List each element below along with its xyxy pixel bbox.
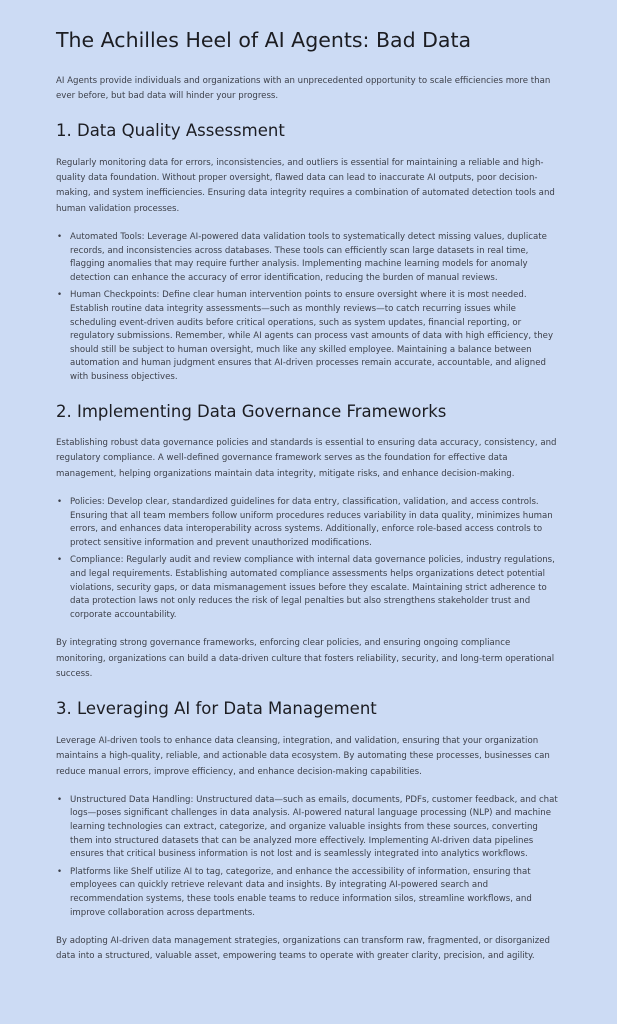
- list-item: • Human Checkpoints: Define clear human intervention points to ensure oversight where it is most needed. Establish routine data integrity assessments—such as monthly reviews—to catch recurring issues while scheduling event-driven audits before critical operations, such as system updates, financial reporting, or regulatory submissions. Remember, while AI agents can process vast amounts of data with high efficiency, they should still be subject to human oversight, much like any skilled employee. Maintaining a balance between automation and human judgment ensures that AI-driven processes remain accurate, accountable, and aligned with business objectives.: [57, 290, 554, 382]
- bullet-list: [56, 231, 561, 385]
- section-heading: 3. Leveraging AI for Data Management: [56, 699, 377, 719]
- section-heading: 1. Data Quality Assessment: [56, 121, 285, 141]
- section-heading: 2. Implementing Data Governance Frameworks: [56, 401, 447, 421]
- bullet-icon: •: [57, 555, 63, 566]
- list-item: • Unstructured Data Handling: Unstructured data—such as emails, documents, PDFs, customer feedback, and chat logs—poses significant challenges in data analysis. AI-powered natural language processing (NLP) and machine learning technologies can extract, categorize, and organize valuable insights from these sources, converting them into structured datasets that can be analyzed more effectively. Implementing AI-driven data pipelines ensures that critical business information is not lost and is seamlessly integrated into analytics workflows.: [57, 794, 558, 860]
- section-intro: Leverage AI-driven tools to enhance data cleansing, integration, and validation, ensuring that your organization maintains a high-quality, reliable, and actionable data ecosystem. By automating these processes, businesses can reduce manual errors, improve efficiency, and enhance decision-making capabilities.: [56, 735, 550, 777]
- section-data-quality-assessment: [56, 121, 561, 384]
- section-data-governance-frameworks: [56, 402, 561, 683]
- bullet-icon: •: [57, 794, 63, 805]
- list-item: • Platforms like Shelf utilize AI to tag, categorize, and enhance the accessibility of information, ensuring that employees can quickly retrieve relevant data and insights. By integrating AI-powered search and recommendation systems, these tools enable teams to reduce information silos, streamline workflows, and improve collaboration across departments.: [57, 866, 532, 918]
- list-item: • Automated Tools: Leverage AI-powered data validation tools to systematically detect missing values, duplicate records, and inconsistencies across databases. These tools can efficiently scan large datasets in real time, flagging anomalies that may require further analysis. Implementing machine learning models for anomaly detection can enhance the accuracy of error identification, reducing the burden of manual reviews.: [57, 232, 547, 283]
- section-intro: Regularly monitoring data for errors, inconsistencies, and outliers is essential for maintaining a reliable and high-quality data foundation. Without proper oversight, flawed data can lead to inaccurate AI outputs, poor decision-making, and system inefficiencies. Ensuring data integrity requires a combination of automated detection tools and human validation processes.: [56, 157, 555, 214]
- list-item: • Policies: Develop clear, standardized guidelines for data entry, classification, validation, and access controls. Ensuring that all team members follow uniform procedures reduces variability in data quality, minimizes human errors, and enhances data interoperability across systems. Additionally, enforce role-based access controls to protect sensitive information and prevent unauthorized modifications.: [57, 497, 553, 548]
- bullet-icon: •: [57, 232, 63, 243]
- intro-paragraph: AI Agents provide individuals and organizations with an unprecedented opportunity to scale efficiencies more than ever before, but bad data will hinder your progress.: [56, 75, 551, 101]
- section-outro: By integrating strong governance frameworks, enforcing clear policies, and ensuring ongoing compliance monitoring, organizations can build a data-driven culture that fosters reliability, security, and long-term operational success.: [56, 638, 555, 680]
- section-intro: Establishing robust data governance policies and standards is essential to ensuring data accuracy, consistency, and regulatory compliance. A well-defined governance framework serves as the foundation for effective data management, helping organizations maintain data integrity, mitigate risks, and enhance decision-making.: [56, 438, 557, 479]
- section-outro: By adopting AI-driven data management strategies, organizations can transform raw, fragmented, or disorganized data into a structured, valuable asset, empowering teams to operate with greater clarity, precision, and agility.: [56, 936, 550, 962]
- bullet-list: [56, 496, 561, 622]
- section-ai-data-management: [56, 699, 561, 964]
- page-title: The Achilles Heel of AI Agents: Bad Data: [56, 28, 472, 52]
- list-item: • Compliance: Regularly audit and review compliance with internal data governance policies, industry regulations, and legal requirements. Establishing automated compliance assessments helps organizations detect potential violations, security gaps, or data mismanagement issues before they escalate. Maintaining strict adherence to data protection laws not only reduces the risk of legal penalties but also strengthens stakeholder trust and corporate accountability.: [57, 555, 555, 620]
- bullet-icon: •: [57, 866, 63, 877]
- bullet-icon: •: [57, 290, 63, 301]
- bullet-list: [56, 794, 561, 920]
- bullet-icon: •: [57, 497, 63, 508]
